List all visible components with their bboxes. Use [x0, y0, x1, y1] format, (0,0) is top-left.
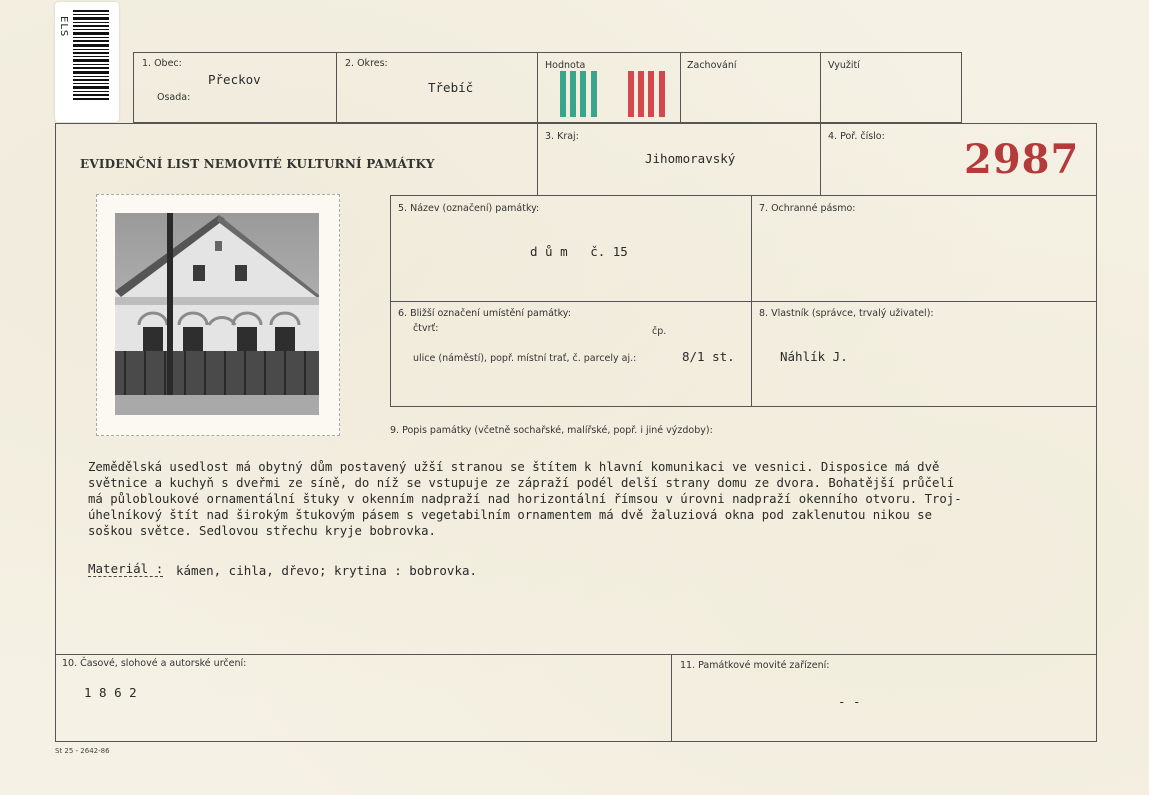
- casove-value: 1 8 6 2: [84, 685, 137, 700]
- popis-line: soškou světce. Sedlovou střechu kryje bobrovka.: [88, 524, 436, 538]
- vlastnik-label: 8. Vlastník (správce, trvalý uživatel):: [759, 308, 934, 319]
- vyuziti-label: Využití: [828, 60, 860, 71]
- barcode-code: ELS: [58, 16, 69, 38]
- casove-label: 10. Časové, slohové a autorské určení:: [62, 658, 247, 669]
- popis-line: světnice a kuchyň s dveřmi ze síně, do níž se vstupuje ze zápraží podél delší strany domu ze dvora. Bohatější průčelí: [88, 476, 955, 490]
- material-label: Materiál :: [88, 561, 164, 576]
- vlastnik-value: Náhlík J.: [780, 349, 848, 364]
- nazev-value: d ů m č. 15: [530, 244, 628, 259]
- movite-value: - -: [838, 694, 861, 709]
- por-cislo-value: 2987: [964, 136, 1080, 183]
- ochranne-pasmo-label: 7. Ochranné pásmo:: [759, 203, 856, 214]
- obec-label: 1. Obec:: [142, 58, 182, 69]
- obec-value: Přeckov: [208, 72, 261, 87]
- okres-value: Třebíč: [428, 80, 474, 95]
- monument-photo: [96, 194, 340, 436]
- zachovani-label: Zachování: [687, 60, 737, 71]
- nazev-label: 5. Název (označení) památky:: [398, 203, 540, 214]
- kraj-value: Jihomoravský: [645, 151, 736, 166]
- popis-label: 9. Popis památky (včetně sochařské, malířské, popř. i jiné výzdoby):: [390, 425, 713, 436]
- movite-label: 11. Památkové movité zařízení:: [680, 660, 830, 671]
- ctvrt-label: čtvrť:: [413, 323, 439, 334]
- ulice-value: 8/1 st.: [682, 349, 735, 364]
- okres-label: 2. Okres:: [345, 58, 388, 69]
- footer-code: St 25 - 2642-86: [55, 747, 110, 755]
- blizsi-label: 6. Bližší označení umístění památky:: [398, 308, 571, 319]
- barcode-icon: [73, 10, 109, 100]
- kraj-label: 3. Kraj:: [545, 131, 579, 142]
- popis-line: úhelníkový štít nad širokým štukovým pásem s vegetabilním ornamentem má dvě žaluziová okna pod zaklenutou nikou se: [88, 508, 932, 522]
- popis-line: má půlobloukové ornamentální štuky v okenním nadpraží nad horizontální římsou v úrovni nadpraží okenního otvoru. Troj-: [88, 492, 962, 506]
- por-cislo-label: 4. Poř. číslo:: [828, 131, 885, 142]
- hodnota-label: Hodnota: [545, 60, 586, 71]
- popis-text: [88, 459, 962, 539]
- popis-line: Zemědělská usedlost má obytný dům postavený užší stranou se štítem k hlavní komunikaci ve vesnici. Disposice má dvě: [88, 460, 940, 474]
- material-value: kámen, cihla, dřevo; krytina : bobrovka.: [176, 563, 478, 578]
- osada-label: Osada:: [157, 92, 191, 103]
- ulice-label: ulice (náměstí), popř. místní trať, č. parcely aj.:: [413, 353, 637, 364]
- barcode-sticker: [55, 2, 119, 122]
- cp-label: čp.: [652, 326, 667, 337]
- form-title: EVIDENČNÍ LIST NEMOVITÉ KULTURNÍ PAMÁTKY: [80, 157, 435, 171]
